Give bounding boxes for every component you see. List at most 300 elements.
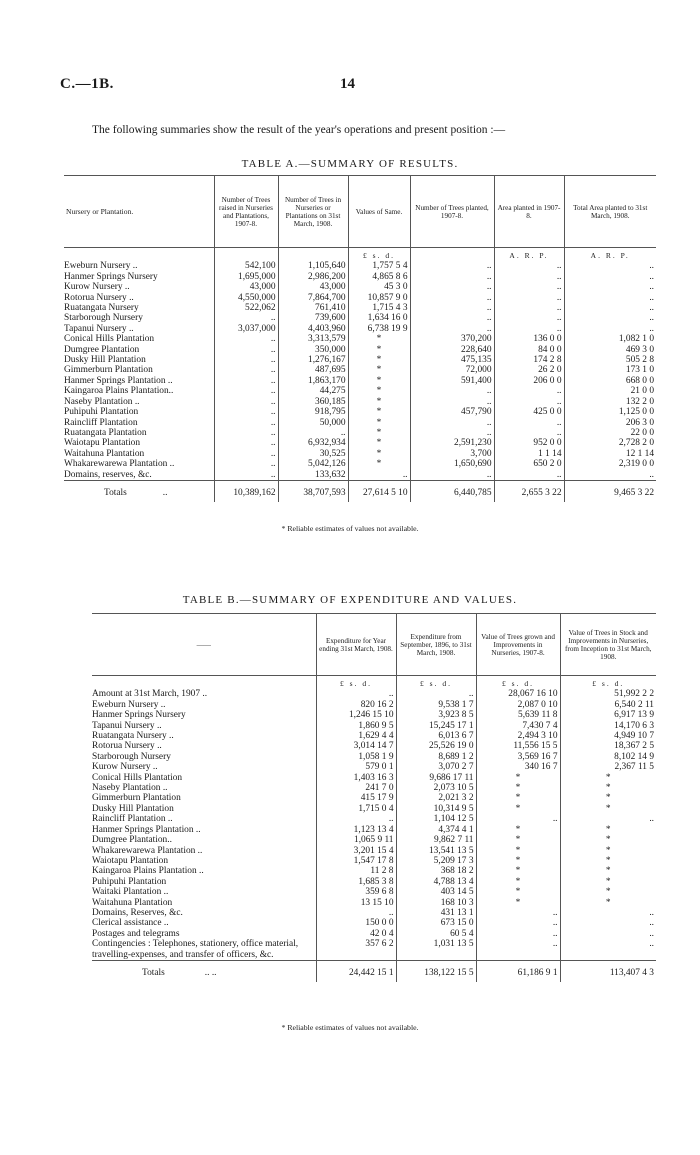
table-row	[64, 459, 656, 469]
trees-raised-cell: 3,037,000	[214, 324, 278, 334]
value-grown-cell: *	[476, 825, 560, 835]
area-planted-cell: 650 2 0	[494, 459, 564, 469]
trees-planted-cell: 2,591,230	[410, 438, 494, 448]
total-from-cell: 138,122 15 5	[396, 960, 476, 982]
trees-raised-cell: ..	[214, 470, 278, 481]
header-total-area: Total Area planted to 31st March, 1908.	[564, 176, 656, 248]
row-name: Rotorua Nursery ..	[92, 741, 162, 752]
row-name: Waitahuna Plantation	[64, 448, 145, 459]
area-planted-cell: 26 2 0	[494, 365, 564, 375]
trees-planted-cell: ..	[410, 282, 494, 292]
row-name: Domains, reserves, &c.	[64, 469, 152, 480]
total-area-cell: 132 2 0	[564, 397, 656, 407]
total-total-cell: 9,465 3 22	[564, 480, 656, 502]
trees-in-nursery-cell: 30,525	[278, 449, 348, 459]
area-planted-cell: 1 1 14	[494, 449, 564, 459]
expenditure-from-cell: 1,031 13 5	[396, 939, 476, 960]
table-row	[92, 741, 656, 751]
area-planted-cell: ..	[494, 397, 564, 407]
expenditure-year-cell: 1,246 15 10	[316, 710, 396, 720]
header-trees-planted: Number of Trees planted, 1907-8.	[410, 176, 494, 248]
table-row	[92, 877, 656, 887]
trees-planted-cell: ..	[410, 470, 494, 481]
total-area-cell: 469 3 0	[564, 345, 656, 355]
total-trees-cell: 38,707,593	[278, 480, 348, 502]
trees-in-nursery-cell: 761,410	[278, 303, 348, 313]
value-stock-cell: *	[560, 783, 656, 793]
expenditure-from-cell: 3,070 2 7	[396, 762, 476, 772]
value-stock-cell: *	[560, 793, 656, 803]
area-planted-cell: ..	[494, 324, 564, 334]
value-stock-cell: 51,992 2 2	[560, 689, 656, 699]
area-planted-cell: ..	[494, 303, 564, 313]
value-grown-cell: 2,087 0 10	[476, 700, 560, 710]
row-name: Gimmerburn Plantation	[92, 793, 181, 804]
table-row	[64, 334, 656, 344]
trees-planted-cell: ..	[410, 397, 494, 407]
expenditure-from-cell: 9,686 17 11	[396, 773, 476, 783]
expenditure-year-cell: 579 0 1	[316, 762, 396, 772]
expenditure-from-cell: 5,209 17 3	[396, 856, 476, 866]
trees-in-nursery-cell: 918,795	[278, 407, 348, 417]
expenditure-year-cell: 1,547 17 8	[316, 856, 396, 866]
total-grown-cell: 61,186 9 1	[476, 960, 560, 982]
table-row	[92, 700, 656, 710]
row-name: Waiotapu Plantation	[92, 855, 169, 866]
total-area-cell: 2,319 0 0	[564, 459, 656, 469]
total-area-cell: 1,125 0 0	[564, 407, 656, 417]
table-row	[92, 825, 656, 835]
expenditure-year-cell: 1,685 3 8	[316, 877, 396, 887]
row-name: Dumgree Plantation..	[92, 835, 172, 846]
expenditure-year-cell: ..	[316, 814, 396, 824]
expenditure-year-cell: 42 0 4	[316, 929, 396, 939]
row-name: Hanmer Springs Nursery	[92, 710, 186, 721]
value-stock-cell: *	[560, 898, 656, 908]
value-grown-cell: 340 16 7	[476, 762, 560, 772]
header-value-in-stock: Value of Trees in Stock and Improvements in Nurseries, from Inception to 31st March, 1908.	[560, 614, 656, 676]
trees-planted-cell: ..	[410, 324, 494, 334]
row-name: Kurow Nursery ..	[64, 282, 130, 293]
table-row	[92, 898, 656, 908]
header-nursery: Nursery or Plantation.	[64, 176, 214, 248]
row-name: Raincliff Plantation	[64, 417, 138, 428]
trees-raised-cell: ..	[214, 438, 278, 448]
expenditure-from-cell: ..	[396, 689, 476, 699]
trees-raised-cell: 1,695,000	[214, 272, 278, 282]
table-row	[92, 773, 656, 783]
unit-label: £ s. d.	[560, 676, 656, 690]
value-grown-cell: *	[476, 835, 560, 845]
table-a-summary-of-results	[64, 175, 656, 502]
value-cell: *	[348, 449, 410, 459]
value-stock-cell: 18,367 2 5	[560, 741, 656, 751]
area-planted-cell: ..	[494, 272, 564, 282]
row-name: Clerical assistance ..	[92, 918, 169, 929]
value-cell: *	[348, 397, 410, 407]
trees-in-nursery-cell: 133,632	[278, 470, 348, 481]
expenditure-year-cell: 359 6 8	[316, 887, 396, 897]
value-cell: *	[348, 345, 410, 355]
trees-raised-cell: ..	[214, 428, 278, 438]
value-grown-cell: 5,639 11 8	[476, 710, 560, 720]
row-name: Kurow Nursery ..	[92, 762, 158, 773]
expenditure-year-cell: 3,201 15 4	[316, 846, 396, 856]
trees-planted-cell: 3,700	[410, 449, 494, 459]
total-exp-cell: 24,442 15 1	[316, 960, 396, 982]
header-expenditure-year: Expenditure for Year ending 31st March, 1908.	[316, 614, 396, 676]
row-name: Tapanui Nursery ..	[64, 323, 134, 334]
header-blank-dash: ——	[92, 614, 316, 676]
table-row	[64, 438, 656, 448]
table-row	[92, 752, 656, 762]
trees-planted-cell: 475,135	[410, 355, 494, 365]
table-row	[64, 293, 656, 303]
row-name: Domains, Reserves, &c.	[92, 907, 183, 918]
table-row	[64, 418, 656, 428]
value-cell: *	[348, 407, 410, 417]
table-row	[64, 397, 656, 407]
table-row	[64, 365, 656, 375]
total-area-cell: 12 1 14	[564, 449, 656, 459]
trees-in-nursery-cell: 487,695	[278, 365, 348, 375]
trees-raised-cell: 522,062	[214, 303, 278, 313]
total-area-cell: ..	[564, 303, 656, 313]
totals-label	[92, 960, 316, 982]
expenditure-from-cell: 2,073 10 5	[396, 783, 476, 793]
trees-in-nursery-cell: 5,042,126	[278, 459, 348, 469]
value-stock-cell: *	[560, 825, 656, 835]
trees-raised-cell: ..	[214, 334, 278, 344]
expenditure-year-cell: 1,860 9 5	[316, 721, 396, 731]
area-planted-cell: ..	[494, 293, 564, 303]
expenditure-year-cell: ..	[316, 689, 396, 699]
value-grown-cell: 2,494 3 10	[476, 731, 560, 741]
expenditure-year-cell: ..	[316, 908, 396, 918]
unit-label: £ s. d.	[316, 676, 396, 690]
table-row	[64, 313, 656, 323]
expenditure-from-cell: 403 14 5	[396, 887, 476, 897]
trees-planted-cell: 72,000	[410, 365, 494, 375]
value-grown-cell: *	[476, 887, 560, 897]
area-planted-cell: ..	[494, 282, 564, 292]
value-stock-cell: ..	[560, 929, 656, 939]
trees-in-nursery-cell: 360,185	[278, 397, 348, 407]
leader-dots: ..	[162, 487, 168, 498]
table-row	[64, 345, 656, 355]
total-value-cell: 27,614 5 10	[348, 480, 410, 502]
table-row	[92, 731, 656, 741]
total-area-cell: 21 0 0	[564, 386, 656, 396]
row-name: Naseby Plantation ..	[92, 783, 168, 794]
page-number: 14	[340, 76, 355, 92]
totals-label-text: Totals	[104, 487, 127, 498]
row-name: Dumgree Plantation	[64, 344, 140, 355]
table-row	[64, 376, 656, 386]
trees-in-nursery-cell: 350,000	[278, 345, 348, 355]
unit-label: A. R. P.	[494, 248, 564, 262]
value-cell: 10,857 9 0	[348, 293, 410, 303]
value-grown-cell: *	[476, 804, 560, 814]
value-cell: 1,757 5 4	[348, 261, 410, 271]
totals-label-text: Totals	[142, 967, 165, 978]
expenditure-year-cell: 1,058 1 9	[316, 752, 396, 762]
row-name: Puhipuhi Plantation	[64, 407, 139, 418]
total-area-cell: ..	[564, 313, 656, 323]
table-row	[92, 793, 656, 803]
value-cell: ..	[348, 470, 410, 481]
row-name: Eweburn Nursery ..	[92, 699, 166, 710]
row-name: Hanmer Springs Plantation ..	[92, 824, 201, 835]
expenditure-from-cell: 368 18 2	[396, 866, 476, 876]
table-row	[64, 324, 656, 334]
table-a-footnote: * Reliable estimates of values not available.	[281, 524, 419, 533]
table-row	[92, 918, 656, 928]
table-row	[92, 814, 656, 824]
total-area-cell: 22 0 0	[564, 428, 656, 438]
value-grown-cell: 7,430 7 4	[476, 721, 560, 731]
table-row	[64, 261, 656, 271]
trees-planted-cell: 370,200	[410, 334, 494, 344]
trees-in-nursery-cell: 4,403,960	[278, 324, 348, 334]
trees-planted-cell: ..	[410, 272, 494, 282]
row-name: Gimmerburn Plantation	[64, 365, 153, 376]
row-name: Ruatangata Nursery	[64, 303, 139, 314]
trees-planted-cell: ..	[410, 293, 494, 303]
row-name: Tapanui Nursery ..	[92, 720, 162, 731]
row-name: Dusky Hill Plantation	[92, 803, 174, 814]
trees-raised-cell: ..	[214, 386, 278, 396]
unit-label: £ s. d.	[396, 676, 476, 690]
table-row	[92, 846, 656, 856]
row-name: Kaingaroa Plains Plantation..	[64, 386, 174, 397]
value-stock-cell: *	[560, 856, 656, 866]
trees-raised-cell: ..	[214, 397, 278, 407]
value-grown-cell: *	[476, 856, 560, 866]
trees-planted-cell: ..	[410, 386, 494, 396]
area-planted-cell: ..	[494, 470, 564, 481]
row-name: Ruatangata Nursery ..	[92, 731, 174, 742]
value-stock-cell: *	[560, 835, 656, 845]
value-grown-cell: *	[476, 783, 560, 793]
table-b-expenditure-and-values	[92, 613, 656, 982]
value-grown-cell: ..	[476, 929, 560, 939]
trees-planted-cell: ..	[410, 261, 494, 271]
value-grown-cell: ..	[476, 908, 560, 918]
row-name: Hanmer Springs Plantation ..	[64, 375, 173, 386]
table-row	[92, 762, 656, 772]
total-area-cell: 206 3 0	[564, 418, 656, 428]
row-name: Amount at 31st March, 1907 ..	[92, 689, 208, 700]
trees-raised-cell: ..	[214, 345, 278, 355]
table-row	[92, 783, 656, 793]
expenditure-year-cell: 1,715 0 4	[316, 804, 396, 814]
expenditure-from-cell: 1,104 12 5	[396, 814, 476, 824]
value-grown-cell: ..	[476, 939, 560, 960]
totals-row	[92, 960, 656, 982]
value-cell: *	[348, 459, 410, 469]
expenditure-year-cell: 1,065 9 11	[316, 835, 396, 845]
value-stock-cell: *	[560, 887, 656, 897]
value-cell: 6,738 19 9	[348, 324, 410, 334]
expenditure-from-cell: 25,526 19 0	[396, 741, 476, 751]
trees-raised-cell: 43,000	[214, 282, 278, 292]
trees-in-nursery-cell: 1,105,640	[278, 261, 348, 271]
trees-in-nursery-cell: 3,313,579	[278, 334, 348, 344]
value-cell: 45 3 0	[348, 282, 410, 292]
area-planted-cell: ..	[494, 428, 564, 438]
value-stock-cell: *	[560, 866, 656, 876]
value-stock-cell: 6,917 13 9	[560, 710, 656, 720]
value-stock-cell: *	[560, 773, 656, 783]
expenditure-from-cell: 6,013 6 7	[396, 731, 476, 741]
expenditure-from-cell: 10,314 9 5	[396, 804, 476, 814]
trees-in-nursery-cell: 44,275	[278, 386, 348, 396]
expenditure-year-cell: 820 16 2	[316, 700, 396, 710]
trees-planted-cell: ..	[410, 313, 494, 323]
value-grown-cell: ..	[476, 918, 560, 928]
table-row	[92, 856, 656, 866]
trees-raised-cell: ..	[214, 376, 278, 386]
row-name: Starborough Nursery	[92, 751, 171, 762]
value-stock-cell: *	[560, 804, 656, 814]
table-row	[64, 272, 656, 282]
trees-planted-cell: ..	[410, 303, 494, 313]
trees-raised-cell: ..	[214, 355, 278, 365]
value-stock-cell: ..	[560, 908, 656, 918]
row-name: Waiotapu Plantation	[64, 438, 141, 449]
trees-in-nursery-cell: 6,932,934	[278, 438, 348, 448]
header-trees-raised: Number of Trees raised in Nurseries and Plantations, 1907-8.	[214, 176, 278, 248]
trees-planted-cell: 457,790	[410, 407, 494, 417]
expenditure-year-cell: 241 7 0	[316, 783, 396, 793]
value-stock-cell: 14,170 6 3	[560, 721, 656, 731]
expenditure-year-cell: 1,123 13 4	[316, 825, 396, 835]
trees-raised-cell: ..	[214, 365, 278, 375]
intro-text: The following summaries show the result of the year's operations and present position :—	[92, 124, 506, 136]
trees-in-nursery-cell: 739,600	[278, 313, 348, 323]
expenditure-from-cell: 9,862 7 11	[396, 835, 476, 845]
value-stock-cell: 6,540 2 11	[560, 700, 656, 710]
expenditure-from-cell: 431 13 1	[396, 908, 476, 918]
expenditure-from-cell: 9,538 1 7	[396, 700, 476, 710]
expenditure-year-cell: 11 2 8	[316, 866, 396, 876]
expenditure-from-cell: 673 15 0	[396, 918, 476, 928]
trees-raised-cell: 542,100	[214, 261, 278, 271]
table-row	[92, 721, 656, 731]
totals-row	[64, 480, 656, 502]
value-grown-cell: ..	[476, 814, 560, 824]
value-stock-cell: 8,102 14 9	[560, 752, 656, 762]
header-value-grown: Value of Trees grown and Improvements in Nurseries, 1907-8.	[476, 614, 560, 676]
unit-label: A. R. P.	[564, 248, 656, 262]
header-expenditure-from-1896: Expenditure from September, 1896, to 31st March, 1908.	[396, 614, 476, 676]
table-a-title: TABLE A.—SUMMARY OF RESULTS.	[241, 158, 459, 170]
row-name: Puhipuhi Plantation	[92, 876, 167, 887]
expenditure-from-cell: 13,541 13 5	[396, 846, 476, 856]
header-trees-in-nurseries: Number of Trees in Nurseries or Plantations on 31st March, 1908.	[278, 176, 348, 248]
value-cell: *	[348, 418, 410, 428]
area-planted-cell: 174 2 8	[494, 355, 564, 365]
unit-label: £ s. d.	[476, 676, 560, 690]
value-grown-cell: *	[476, 898, 560, 908]
trees-in-nursery-cell: 1,276,167	[278, 355, 348, 365]
value-cell: *	[348, 386, 410, 396]
area-planted-cell: ..	[494, 261, 564, 271]
area-planted-cell: ..	[494, 386, 564, 396]
value-grown-cell: 11,556 15 5	[476, 741, 560, 751]
trees-in-nursery-cell: 43,000	[278, 282, 348, 292]
value-grown-cell: *	[476, 866, 560, 876]
value-cell: *	[348, 355, 410, 365]
row-name: Eweburn Nursery ..	[64, 261, 138, 272]
leader-dots: .. ..	[204, 967, 217, 978]
area-planted-cell: ..	[494, 418, 564, 428]
total-area-cell: 173 1 0	[564, 365, 656, 375]
row-name: Postages and telegrams	[92, 928, 180, 939]
area-planted-cell: ..	[494, 313, 564, 323]
value-stock-cell: 2,367 11 5	[560, 762, 656, 772]
trees-in-nursery-cell: ..	[278, 428, 348, 438]
total-area-cell: 505 2 8	[564, 355, 656, 365]
table-row	[92, 835, 656, 845]
table-row	[92, 689, 656, 699]
expenditure-from-cell: 4,374 4 1	[396, 825, 476, 835]
table-row	[64, 428, 656, 438]
table-row	[92, 804, 656, 814]
area-planted-cell: 952 0 0	[494, 438, 564, 448]
trees-planted-cell: ..	[410, 428, 494, 438]
total-area-cell: 668 0 0	[564, 376, 656, 386]
table-row	[92, 939, 656, 960]
document-reference: C.—1B.	[60, 76, 114, 92]
value-cell: 1,715 4 3	[348, 303, 410, 313]
expenditure-year-cell: 415 17 9	[316, 793, 396, 803]
value-grown-cell: *	[476, 793, 560, 803]
trees-planted-cell: 1,650,690	[410, 459, 494, 469]
value-stock-cell: ..	[560, 814, 656, 824]
total-area-cell: ..	[564, 293, 656, 303]
table-row	[92, 929, 656, 939]
value-cell: *	[348, 428, 410, 438]
trees-in-nursery-cell: 1,863,170	[278, 376, 348, 386]
area-planted-cell: 425 0 0	[494, 407, 564, 417]
row-name: Conical Hills Plantation	[64, 334, 155, 345]
row-name: Dusky Hill Plantation	[64, 355, 146, 366]
expenditure-from-cell: 15,245 17 1	[396, 721, 476, 731]
value-stock-cell: ..	[560, 939, 656, 960]
expenditure-year-cell: 1,629 4 4	[316, 731, 396, 741]
value-cell: 4,865 8 6	[348, 272, 410, 282]
table-b-title: TABLE B.—SUMMARY OF EXPENDITURE AND VALUES.	[182, 594, 518, 606]
table-row	[64, 282, 656, 292]
row-name: Starborough Nursery	[64, 313, 143, 324]
total-area-cell: ..	[564, 272, 656, 282]
value-cell: *	[348, 438, 410, 448]
table-row	[64, 449, 656, 459]
trees-in-nursery-cell: 50,000	[278, 418, 348, 428]
trees-raised-cell: ..	[214, 459, 278, 469]
row-name: Waitahuna Plantation	[92, 897, 173, 908]
row-name: Conical Hills Plantation	[92, 772, 183, 783]
header-values: Values of Same.	[348, 176, 410, 248]
row-name: Waitaki Plantation ..	[92, 887, 169, 898]
expenditure-year-cell: 1,403 16 3	[316, 773, 396, 783]
trees-raised-cell: ..	[214, 313, 278, 323]
header-area-planted: Area planted in 1907-8.	[494, 176, 564, 248]
row-name: Contingencies : Telephones, stationery, office material, travelling-expenses, and transfer of officers, &c.	[92, 939, 299, 960]
row-name: Whakarewarewa Plantation ..	[64, 459, 175, 470]
